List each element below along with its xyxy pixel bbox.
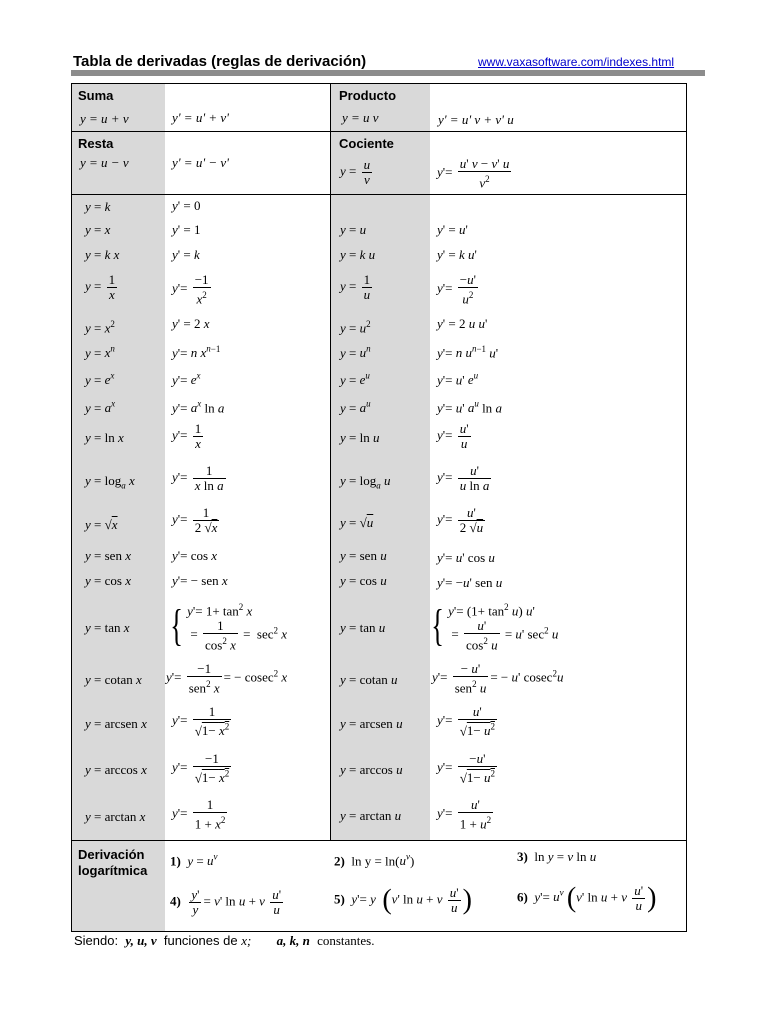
deriv-u-arcsen: y'= $\frac{u'}{√1- u^2}$ <box>437 704 495 739</box>
formula-x-sqrt: y = √x <box>85 517 118 532</box>
formula-u-u: y = u <box>340 222 367 237</box>
formula-u-cos: y = cos u <box>340 573 387 588</box>
formula-u-log: $y = \log_a u$ <box>340 473 391 491</box>
deriv-x-cotan: y'= −1 sen$^2$ x = − cosec$^2$ x <box>166 661 288 696</box>
deriv-x-arctan: y'= $\frac{1}{1 + x^2}$ <box>172 797 226 832</box>
footer-siendo: Siendo: <box>74 933 119 948</box>
row-separator <box>71 840 687 841</box>
formula-x-inv: y = $\frac{1}{x}$ <box>85 272 116 302</box>
footer-consts: a, k, n <box>276 933 310 948</box>
formula-u-inv: y = $\frac{1}{u}$ <box>340 272 371 302</box>
deriv-x-kx: y' = k <box>172 247 200 262</box>
formula-u-au: $y = a^u$ <box>340 399 371 416</box>
deriv-x-ln: y'= $\frac{1}{x}$ <box>172 421 202 451</box>
resta-derivative: y' = u' − v' <box>172 155 229 170</box>
column-separator <box>330 83 331 840</box>
deriv-u-arctan: y'= $\frac{u'}{1 + u^2}$ <box>437 797 492 832</box>
footer-vars: y, u, v <box>125 933 157 948</box>
deriv-x-arcsen: y'= $\frac{1}{√1- x^2}$ <box>172 704 230 739</box>
log-item-1: 1) $y = u^v$ <box>170 852 218 869</box>
formula-u-tan: y = tan u <box>340 620 386 635</box>
footer-x: x; <box>241 933 252 948</box>
suma-function: y = u + v <box>80 111 129 126</box>
formula-u-arccos: y = arccos u <box>340 762 403 777</box>
row-separator <box>71 131 687 132</box>
source-link[interactable]: www.vaxasoftware.com/indexes.html <box>478 55 675 69</box>
formula-x-tan: y = tan x <box>85 620 130 635</box>
deriv-u-sen: y'= u' cos u <box>437 550 495 565</box>
resta-header: Resta <box>78 136 114 151</box>
formula-u-arctan: y = arctan u <box>340 808 402 823</box>
formula-x-ax: $y = a^x$ <box>85 399 116 416</box>
row-separator <box>71 194 687 195</box>
deriv-u-tan: { $y'= (1+ \tan^2 u)$ u' = $\frac{u'}{\cos^2 u}$ = u' $\sec^2 u$ <box>431 600 559 653</box>
formula-u-ku: y = k u <box>340 247 376 262</box>
title-rule <box>71 70 705 76</box>
formula-u-sq: $y = u^2$ <box>340 319 371 336</box>
cociente-header: Cociente <box>339 136 394 151</box>
deriv-x-sq: y' = 2 x <box>172 316 210 331</box>
log-item-2: 2) $\ln y = \ln(u^v)$ <box>334 852 415 869</box>
deriv-x-inv: y'= $\frac{-1}{x^2}$ <box>172 272 209 307</box>
deriv-u-au: y'= u' $a^u$ ln a <box>437 399 502 416</box>
cociente-function: y = $\frac{u}{v}$ <box>340 157 371 187</box>
producto-derivative: y' = u' v + v' u <box>438 112 514 127</box>
deriv-x-ax: $y'= a^x$ ln a <box>172 399 225 416</box>
footer-funciones: funciones de <box>163 933 238 948</box>
log-item-3: 3) ln y = v ln u <box>517 849 597 864</box>
formula-u-exp: $y = e^u$ <box>340 371 370 388</box>
page-title: Tabla de derivadas (reglas de derivación) <box>73 53 367 70</box>
formula-x-x: y = x <box>85 222 111 237</box>
footer-note <box>74 933 375 949</box>
producto-header: Producto <box>339 88 397 103</box>
log-item-5: 5) y'= y (v' ln u + v $\frac{u'}{u}$ ) <box>334 884 472 916</box>
formula-x-log: $y = \log_a x$ <box>85 473 135 491</box>
cociente-derivative: y'= $\frac{u' v - v' u}{v^2}$ <box>437 156 510 191</box>
deriv-u-sqrt: y'= $\frac{u'}{2 √u}$ <box>437 505 484 535</box>
formula-x-cotan: y = cotan x <box>85 672 142 687</box>
formula-u-sqrt: y = √u <box>340 515 374 530</box>
formula-u-sen: y = sen u <box>340 548 387 563</box>
suma-header: Suma <box>78 88 114 103</box>
formula-u-ln: y = ln u <box>340 430 380 445</box>
formula-x-pow: $y = x^n$ <box>85 344 115 361</box>
deriv-u-pow: y'= n $u^{n-1}$ u' <box>437 344 499 361</box>
producto-function: y = u v <box>342 110 379 125</box>
deriv-u-ln: y'= $\frac{u'}{u}$ <box>437 421 469 451</box>
formula-x-exp: $y = e^x$ <box>85 371 115 388</box>
formula-u-cotan: y = cotan u <box>340 672 398 687</box>
deriv-x-cos: y'= − sen x <box>172 573 228 588</box>
suma-derivative: y' = u' + v' <box>172 110 229 125</box>
formula-x-ln: y = ln x <box>85 430 124 445</box>
deriv-u-log: y'= $\frac{u'}{\text{u ln a}}$ <box>437 463 490 493</box>
deriv-x-sqrt: y'= $\frac{1}{2 √x}$ <box>172 505 218 535</box>
log-header-line2: logarítmica <box>78 863 148 878</box>
formula-x-k: y = k <box>85 199 111 214</box>
footer-constantes: constantes. <box>317 933 375 948</box>
deriv-u-sq: y' = 2 u u' <box>437 316 488 331</box>
deriv-u-inv: y'= $\frac{-u'}{u^2}$ <box>437 272 476 307</box>
deriv-x-tan: { $y'= 1+ \tan^2 x$ = $\frac{1}{\cos^2 x}$ = $\sec^2 x$ <box>170 600 288 653</box>
deriv-x-sen: y'= cos x <box>172 548 218 563</box>
log-item-4: 4) $\frac{y'}{y}$ = v' ln u + v $\frac{u'}{u}$ <box>170 887 282 917</box>
deriv-u-ku: y' = k u' <box>437 247 477 262</box>
deriv-u-u: y' = u' <box>437 222 468 237</box>
deriv-x-pow: y'= n $x^{n-1}$ <box>172 344 221 361</box>
formula-x-sen: y = sen x <box>85 548 131 563</box>
deriv-x-exp: $y'= e^x$ <box>172 371 201 388</box>
formula-x-arctan: y = arctan x <box>85 809 146 824</box>
formula-x-kx: y = k x <box>85 247 120 262</box>
deriv-u-cos: y'= −u' sen u <box>437 575 503 590</box>
deriv-u-cotan: y'= − u' sen$^2$ u = − u' cosec$^2$u <box>432 661 564 696</box>
resta-function: y = u − v <box>80 155 129 170</box>
deriv-x-k: y' = 0 <box>172 198 201 213</box>
deriv-x-x: y' = 1 <box>172 222 201 237</box>
formula-u-pow: $y = u^n$ <box>340 344 371 361</box>
deriv-u-arccos: y'= $\frac{-u'}{√1- u^2}$ <box>437 751 495 786</box>
formula-x-arcsen: y = arcsen x <box>85 716 147 731</box>
formula-x-sq: $y = x^2$ <box>85 319 115 336</box>
formula-x-cos: y = cos x <box>85 573 131 588</box>
log-header-line1: Derivación <box>78 847 145 862</box>
deriv-u-exp: y'= u' $e^u$ <box>437 371 479 388</box>
log-item-6: 6) $y'= u^v$ (v' ln u + v $\frac{u'}{u}$ ) <box>517 882 657 914</box>
deriv-x-arccos: y'= $\frac{-1}{√1- x^2}$ <box>172 751 230 786</box>
deriv-x-log: y'= $\frac{1}{\text{x ln a}}$ <box>172 463 224 493</box>
derivatives-table <box>71 83 687 932</box>
formula-x-arccos: y = arccos x <box>85 762 147 777</box>
formula-u-arcsen: y = arcsen u <box>340 716 403 731</box>
